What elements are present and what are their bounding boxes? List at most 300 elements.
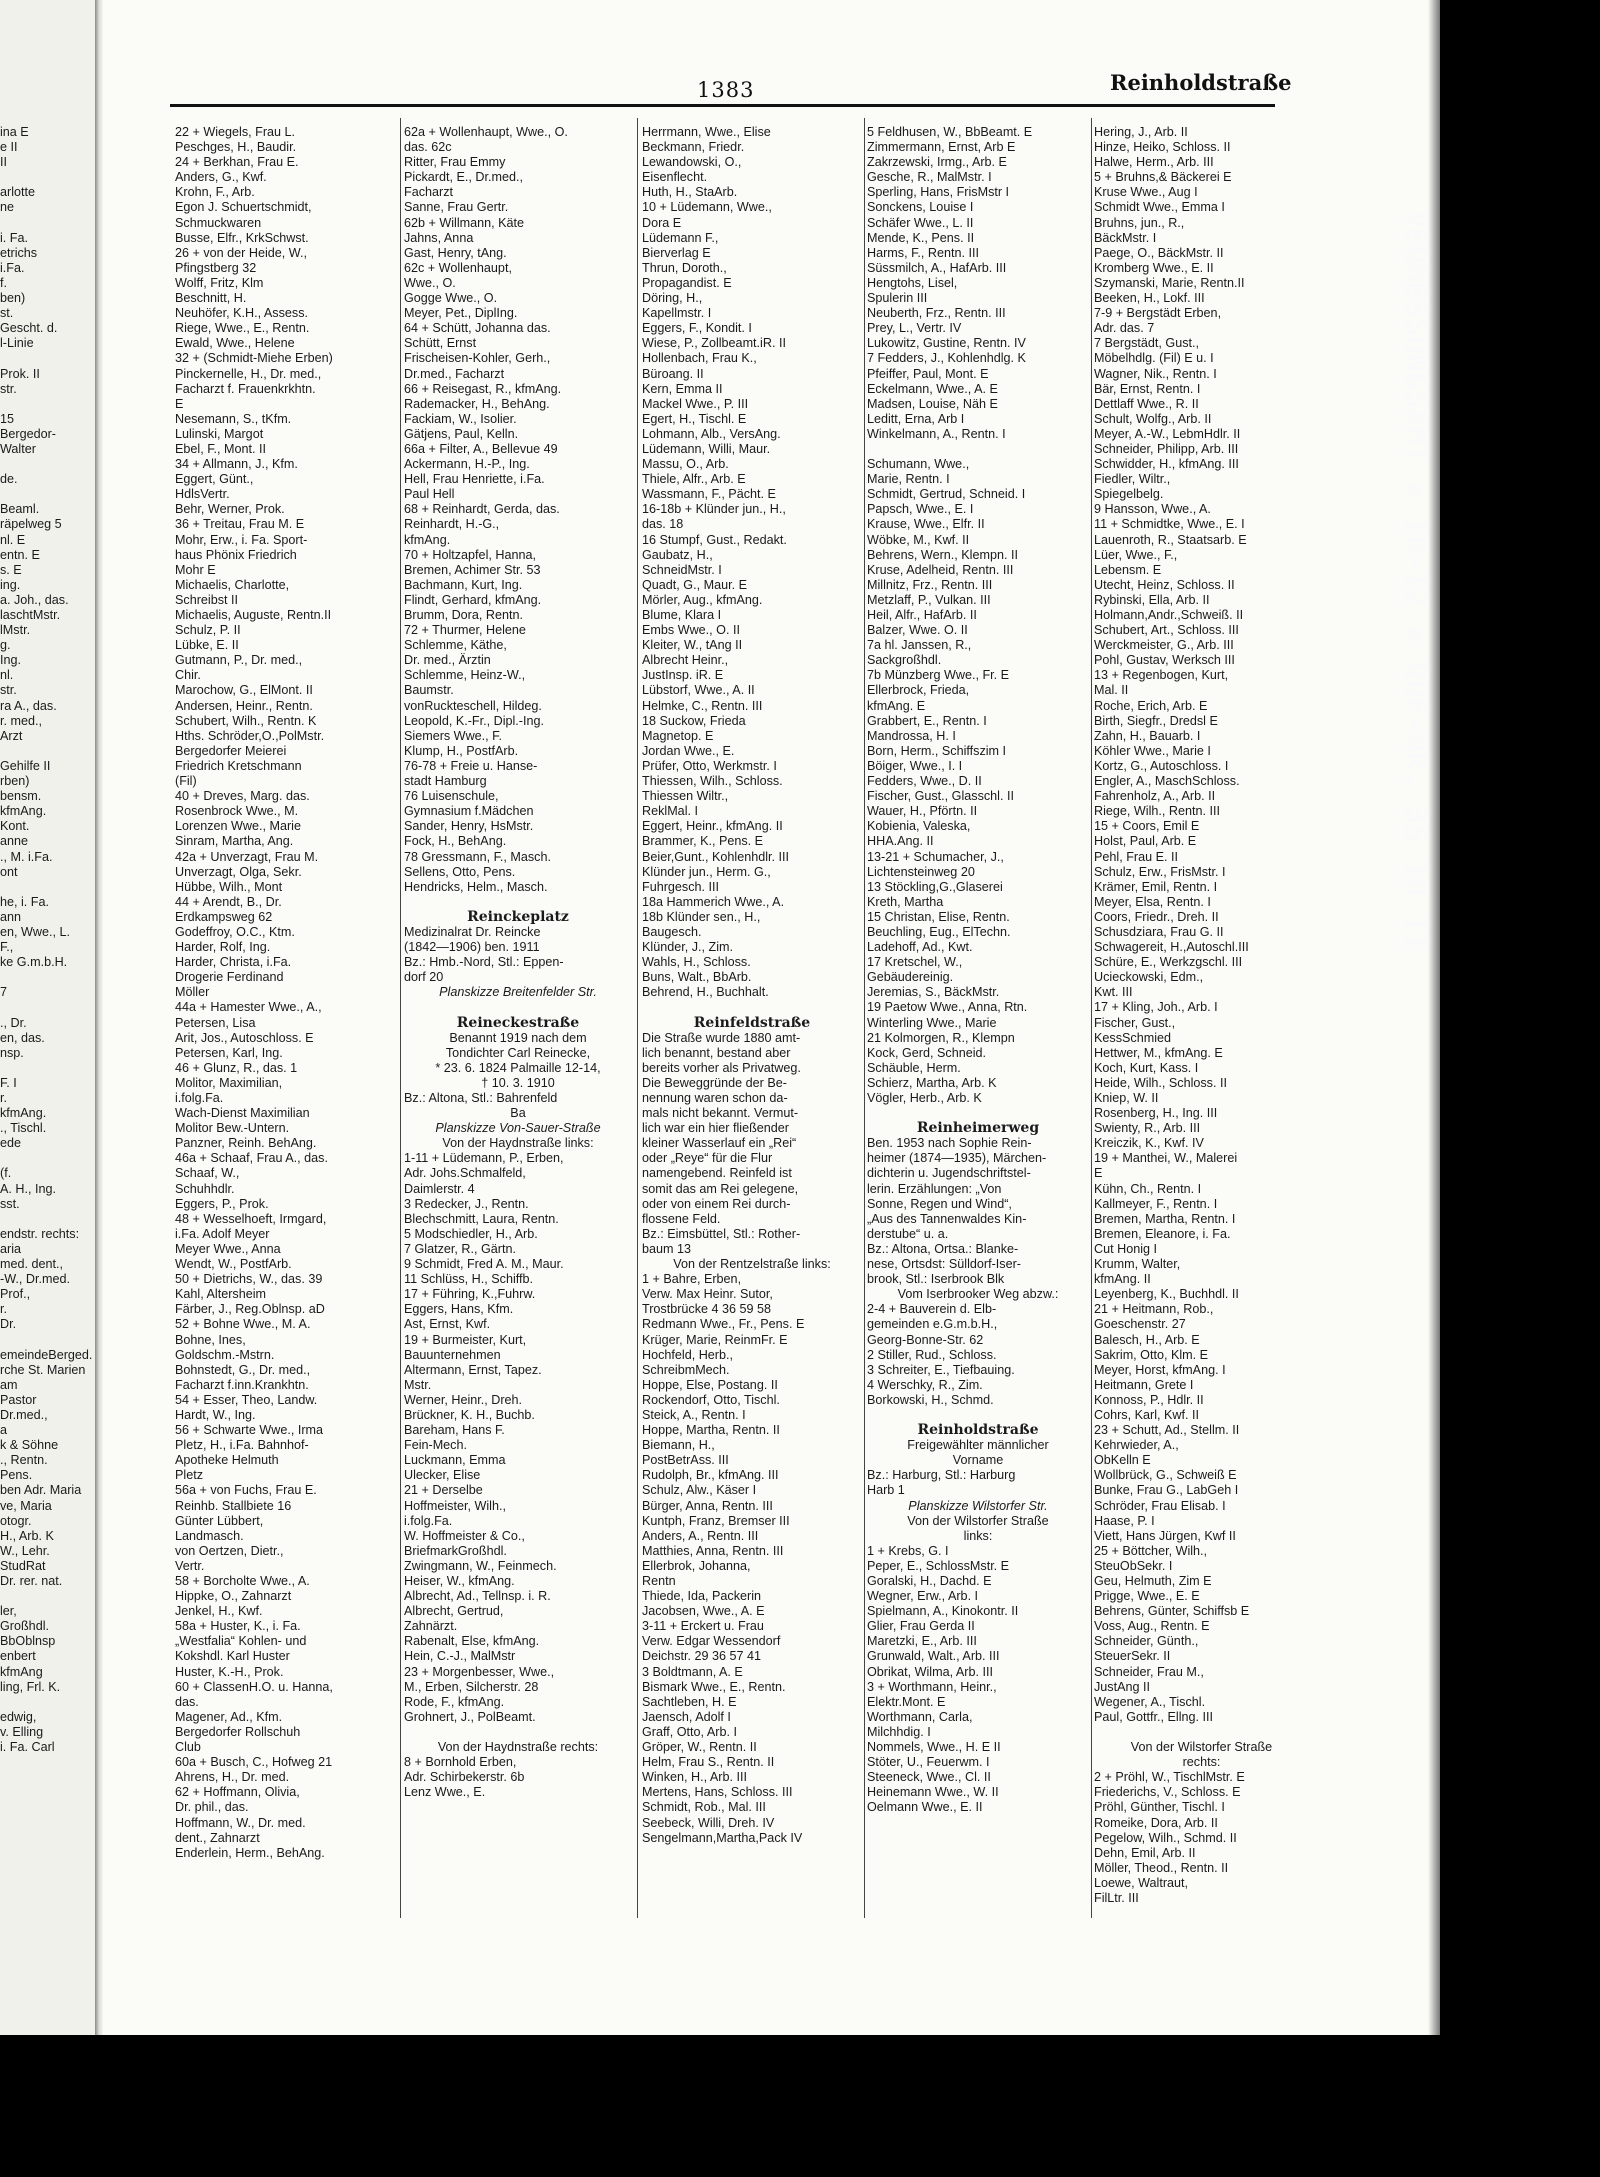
directory-entry: Herrmann, Wwe., Elise — [642, 125, 771, 139]
street-heading: Reinholdstraße — [917, 1422, 1039, 1439]
directory-entry: JustAng II — [1094, 1679, 1151, 1694]
directory-entry: Pegelow, Wilh., Schmd. II — [1094, 1830, 1237, 1845]
directory-entry: Kleiter, W., tAng II — [642, 638, 743, 653]
directory-entry: Lübstorf, Wwe., A. II — [642, 683, 755, 698]
directory-entry: Gutmann, P., Dr. med., — [175, 653, 303, 668]
directory-entry: Goeschenstr. 27 — [1094, 1317, 1186, 1332]
directory-entry: mals nicht bekannt. Vermut- — [642, 1106, 799, 1121]
directory-entry: 25 + Böttcher, Wilh., — [1094, 1543, 1208, 1558]
directory-entry: Lüdemann, Willi, Maur. — [642, 441, 771, 456]
directory-entry: Georg-Bonne-Str. 62 — [867, 1332, 984, 1347]
directory-entry: Pens. — [0, 1468, 33, 1483]
directory-entry: r. — [0, 1302, 7, 1317]
directory-entry: Meyer, Horst, kfmAng. I — [1094, 1362, 1226, 1377]
directory-entry: Wahls, H., Schloss. — [642, 955, 751, 970]
directory-entry: Landmasch. — [175, 1528, 244, 1543]
directory-entry: Fuhrgesch. III — [642, 879, 719, 894]
directory-entry: Grabbert, E., Rentn. I — [867, 713, 987, 728]
directory-entry: Koch, Kurt, Kass. I — [1094, 1060, 1199, 1075]
directory-entry: SteuObSekr. I — [1094, 1558, 1173, 1573]
directory-entry: Jahns, Anna — [404, 230, 474, 245]
directory-entry: Papsch, Wwe., E. I — [867, 502, 974, 517]
directory-entry: laschtMstr. — [0, 608, 61, 622]
directory-entry — [0, 1212, 92, 1227]
directory-entry: Blechschmitt, Laura, Rentn. — [404, 1211, 559, 1226]
directory-entry: Bierverlag E — [642, 245, 711, 260]
directory-entry: 34 + Allmann, J., Kfm. — [175, 457, 298, 472]
directory-entry: 4 Werschky, R., Zim. — [867, 1377, 983, 1392]
directory-entry: Mohr E — [175, 562, 216, 577]
directory-entry: l-Linie — [0, 336, 34, 351]
directory-entry — [404, 895, 632, 910]
directory-entry: Nommels, Wwe., H. E II — [867, 1740, 1001, 1755]
directory-entry: W. Hoffmeister & Co., — [404, 1528, 525, 1543]
directory-entry: 48 + Wesselhoeft, Irmgard, — [175, 1211, 327, 1226]
directory-entry: Winkelmann, A., Rentn. I — [867, 426, 1006, 441]
directory-entry: Gehilfe II — [0, 758, 51, 773]
directory-entry: Mstr. — [404, 1377, 432, 1392]
directory-entry: 11 Schlüss, H., Schiffb. — [404, 1272, 534, 1287]
directory-entry: Walter — [0, 441, 36, 456]
street-note: rechts: — [1182, 1755, 1221, 1770]
directory-entry: Böiger, Wwe., I. I — [867, 758, 963, 773]
directory-entry: Ben. 1953 nach Sophie Rein- — [867, 1136, 1032, 1151]
directory-entry: Oelmann Wwe., E. II — [867, 1800, 983, 1815]
directory-entry: etrichs — [0, 245, 38, 260]
directory-entry: Drogerie Ferdinand — [175, 970, 284, 985]
directory-entry: i.Fa. Adolf Meyer — [175, 1226, 270, 1241]
directory-entry: Gogge Wwe., O. — [404, 291, 498, 306]
directory-entry: Szymanski, Marie, Rentn.II — [1094, 275, 1245, 290]
directory-entry: Coors, Friedr., Dreh. II — [1094, 909, 1219, 924]
directory-entry: „Aus des Tannenwaldes Kin- — [867, 1211, 1027, 1226]
directory-entry: f. — [0, 275, 7, 290]
directory-entry: Schwidder, H., kfmAng. III — [1094, 457, 1239, 472]
directory-entry: Godeffroy, O.C., Ktm. — [175, 924, 295, 939]
directory-entry: nese, Ortsdst: Sülldorf-Iser- — [867, 1257, 1021, 1272]
directory-entry: Kwt. III — [1094, 985, 1133, 1000]
directory-entry: Sonckens, Louise I — [867, 200, 974, 215]
directory-entry: Ucieckowski, Edm., — [1094, 970, 1204, 985]
directory-entry: Fock, H., BehAng. — [404, 834, 507, 849]
directory-entry: Verw. Max Heinr. Sutor, — [642, 1287, 773, 1302]
directory-entry: Prüfer, Otto, Werkmstr. I — [642, 758, 777, 773]
directory-entry: Beeken, H., Lokf. III — [1094, 291, 1205, 306]
directory-entry: Sakrim, Otto, Klm. E — [1094, 1347, 1209, 1362]
directory-entry: Wauer, H., Pförtn. II — [867, 804, 978, 819]
directory-entry: 13-21 + Schumacher, J., — [867, 849, 1004, 864]
directory-entry: Birth, Siegfr., Dredsl E — [1094, 713, 1218, 728]
directory-entry: BbOblnsp — [0, 1634, 56, 1649]
directory-entry: 2 Stiller, Rud., Schloss. — [867, 1347, 997, 1362]
directory-entry: Schütt, Ernst — [404, 336, 477, 351]
directory-entry: ReklMal. I — [642, 804, 698, 819]
directory-entry: k & Söhne — [0, 1438, 59, 1453]
directory-entry: Worthmann, Carla, — [867, 1709, 973, 1724]
directory-entry: Kühn, Ch., Rentn. I — [1094, 1181, 1202, 1196]
directory-entry: Werckmeister, G., Arb. III — [1094, 638, 1234, 653]
directory-entry: 58 + Borcholte Wwe., A. — [175, 1574, 310, 1588]
street-note: Von der Rentzelstraße links: — [673, 1257, 831, 1272]
directory-entry: Dr.med., Facharzt — [404, 366, 505, 381]
directory-entry: Meyer Wwe., Anna — [175, 1241, 281, 1256]
directory-entry: 76-78 + Freie u. Hanse- — [404, 758, 538, 773]
directory-entry: Bauunternehmen — [404, 1347, 501, 1362]
directory-entry: Biemann, H., — [642, 1438, 715, 1453]
directory-entry: Grohnert, J., PolBeamt. — [404, 1709, 536, 1724]
directory-entry: Holst, Paul, Arb. E — [1094, 834, 1197, 849]
directory-entry: Friederichs, V., Schloss. E — [1094, 1785, 1241, 1800]
directory-entry: ., Dr. — [0, 1015, 27, 1030]
directory-entry: Kreiczik, K., Kwf. IV — [1094, 1136, 1204, 1151]
directory-entry: 7 Bergstädt, Gust., — [1094, 336, 1199, 351]
directory-entry: Sachtleben, H. E — [642, 1694, 737, 1709]
directory-entry: Molitor, Maximilian, — [175, 1075, 283, 1090]
directory-entry: ann — [0, 909, 22, 924]
directory-entry: Reinhardt, H.-G., — [404, 517, 500, 532]
directory-entry: Krumm, Walter, — [1094, 1257, 1181, 1272]
directory-entry: Marie, Rentn. I — [867, 472, 950, 487]
directory-entry: a — [0, 1423, 8, 1438]
directory-entry: Eggers, F., Kondit. I — [642, 321, 752, 336]
directory-entry — [404, 1725, 632, 1740]
directory-entry: haus Phönix Friedrich — [175, 547, 297, 562]
directory-entry: 26 + von der Heide, W., — [175, 245, 307, 260]
directory-entry: BäckMstr. I — [1094, 230, 1157, 245]
directory-entry: Schneider, Günth., — [1094, 1634, 1199, 1649]
directory-entry: nl. — [0, 668, 14, 683]
directory-entry: F. I — [0, 1075, 17, 1090]
directory-entry: Schaaf, W., — [175, 1166, 240, 1181]
directory-entry: Pohl, Gustav, Werksch III — [1094, 653, 1235, 668]
directory-entry: entn. E — [0, 547, 40, 562]
directory-entry: 62b + Willmann, Käte — [404, 215, 525, 230]
directory-entry: Wiese, P., Zollbeamt.iR. II — [642, 336, 786, 351]
street-heading: Reinckeplatz — [467, 908, 569, 925]
directory-entry: W., Lehr. — [0, 1543, 50, 1558]
directory-entry: Voss, Aug., Rentn. E — [1094, 1619, 1210, 1634]
directory-entry: emeindeBerged. — [0, 1347, 93, 1362]
directory-entry: 15 Christan, Elise, Rentn. — [867, 909, 1010, 924]
directory-entry: Thiele, Alfr., Arb. E — [642, 472, 746, 487]
directory-entry: dent., Zahnarzt — [175, 1830, 260, 1845]
directory-entry: bereits vorher als Privatweg. — [642, 1060, 801, 1075]
directory-entry — [0, 880, 92, 895]
directory-entry: Anders, A., Rentn. III — [642, 1528, 759, 1543]
directory-entry: Mandrossa, H. I — [867, 728, 956, 743]
directory-entry: Dehn, Emil, Arb. II — [1094, 1845, 1196, 1860]
directory-entry: Schmuckwaren — [175, 215, 262, 230]
directory-entry: Hoppe, Else, Postang. II — [642, 1377, 778, 1392]
directory-entry: Dr.med., — [0, 1407, 48, 1422]
directory-entry: Lewandowski, O., — [642, 155, 742, 170]
directory-entry: 21 Kolmorgen, R., Klempn — [867, 1030, 1015, 1045]
directory-entry: Buns, Walt., BbArb. — [642, 970, 752, 985]
directory-entry: Bergedor- — [0, 426, 57, 441]
directory-entry — [1094, 1725, 1309, 1740]
street-note: † 10. 3. 1910 — [481, 1075, 555, 1090]
directory-entry: somit das am Rei gelegene, — [642, 1181, 799, 1196]
directory-entry: Prof., — [0, 1287, 31, 1302]
directory-entry: Peper, E., SchlossMstr. E — [867, 1558, 1010, 1573]
directory-entry: Gesche, R., MalMstr. I — [867, 170, 992, 185]
directory-entry: Gätjens, Paul, Kelln. — [404, 426, 519, 441]
directory-entry: PostBetrAss. III — [642, 1453, 729, 1468]
directory-entry: Adr. Schirbekerstr. 6b — [404, 1770, 525, 1785]
directory-entry: 5 + Bruhns,& Bäckerei E — [1094, 170, 1232, 185]
directory-entry: Fedders, Wwe., D. II — [867, 774, 982, 789]
directory-entry: 2-4 + Bauverein d. Elb- — [867, 1302, 997, 1317]
directory-entry — [0, 970, 92, 985]
directory-entry: Schubert, Art., Schloss. III — [1094, 623, 1239, 638]
directory-entry: Bremen, Achimer Str. 53 — [404, 562, 541, 577]
directory-entry: Frischeisen-Kohler, Gerh., — [404, 351, 551, 366]
directory-entry: Meyer, A.-W., LebmHdlr. II — [1094, 426, 1241, 441]
directory-entry: Prigge, Wwe., E. E — [1094, 1589, 1200, 1604]
directory-entry: Hoppe, Martha, Rentn. II — [642, 1423, 780, 1438]
directory-entry: Millnitz, Frz., Rentn. III — [867, 577, 993, 592]
directory-entry: SteuerSekr. II — [1094, 1649, 1171, 1664]
directory-entry: brook, Stl.: Iserbrook Blk — [867, 1272, 1005, 1287]
directory-entry: Bohne, Ines, — [175, 1332, 246, 1347]
directory-entry: II — [0, 155, 7, 170]
directory-entry: Heinemann Wwe., W. II — [867, 1785, 999, 1800]
directory-entry: Prok. II — [0, 366, 40, 381]
directory-entry: Wegner, Erw., Arb. I — [867, 1589, 979, 1604]
directory-entry: Metzlaff, P., Vulkan. III — [867, 592, 991, 607]
directory-entry: vonRuckteschell, Hildeg. — [404, 698, 542, 713]
directory-entry: Schreibst II — [175, 592, 238, 607]
directory-entry: Neuhöfer, K.H., Assess. — [175, 306, 308, 321]
directory-entry: Eggers, P., Prok. — [175, 1196, 269, 1211]
directory-entry: 56a + von Fuchs, Frau E. — [175, 1483, 317, 1498]
directory-entry: Dr. rer. nat. — [0, 1574, 63, 1588]
directory-entry: 3 + Worthmann, Heinr., — [867, 1679, 997, 1694]
directory-entry: Balesch, H., Arb. E — [1094, 1332, 1200, 1347]
directory-entry: Obrikat, Wilma, Arb. III — [867, 1664, 993, 1679]
directory-entry: 7 Glatzer, R., Gärtn. — [404, 1241, 516, 1256]
directory-entry: 54 + Esser, Theo, Landw. — [175, 1392, 318, 1407]
directory-entry: räpelweg 5 — [0, 517, 62, 532]
directory-entry: Massu, O., Arb. — [642, 457, 729, 472]
directory-entry: Sengelmann,Martha,Pack IV — [642, 1830, 803, 1845]
directory-entry: Magnetop. E — [642, 728, 714, 743]
directory-entry: 9 Schmidt, Fred A. M., Maur. — [404, 1257, 564, 1272]
directory-entry: ., Tischl. — [0, 1121, 47, 1136]
directory-entry: 8 + Bornhold Erben, — [404, 1755, 517, 1770]
directory-entry: Gebäudereinig. — [867, 970, 954, 985]
directory-entry: Hoffmeister, Wilh., — [404, 1498, 506, 1513]
directory-entry: Viett, Hans Jürgen, Kwf II — [1094, 1528, 1236, 1543]
directory-entry: Facharzt — [404, 185, 453, 200]
directory-entry: Matthies, Anna, Rentn. III — [642, 1543, 784, 1558]
directory-entry: Hths. Schröder,O.,PolMstr. — [175, 728, 325, 743]
directory-entry: lMstr. — [0, 623, 31, 638]
directory-entry: Beuchling, Eug., ElTechn. — [867, 924, 1011, 939]
map-reference: Planskizze Von-Sauer-Straße — [435, 1121, 601, 1136]
directory-entry: Krohn, F., Arb. — [175, 185, 255, 200]
directory-entry: 22 + Wiegels, Frau L. — [175, 125, 296, 139]
directory-entry: Lichtensteinweg 20 — [867, 864, 975, 879]
directory-entry: Fahrenholz, A., Arb. II — [1094, 789, 1216, 804]
directory-entry: Bär, Ernst, Rentn. I — [1094, 381, 1201, 396]
directory-entry: Thrun, Doroth., — [642, 260, 727, 275]
directory-entry: Die Straße wurde 1880 amt- — [642, 1030, 801, 1045]
directory-entry: enbert — [0, 1649, 36, 1664]
directory-entry: Heil, Alfr., HafArb. II — [867, 608, 977, 622]
directory-entry: nl. E — [0, 532, 26, 547]
directory-entry: Günter Lübbert, — [175, 1513, 264, 1528]
directory-entry: Kobienia, Valeska, — [867, 819, 971, 834]
directory-entry: Albrecht, Ad., Tellnsp. i. R. — [404, 1589, 551, 1604]
directory-entry: Roche, Erich, Arb. E — [1094, 698, 1208, 713]
directory-entry: Molitor Bew.-Untern. — [175, 1121, 290, 1136]
directory-entry: Eggers, Hans, Kfm. — [404, 1302, 514, 1317]
directory-entry: Vertr. — [175, 1558, 205, 1573]
directory-entry: Andersen, Heinr., Rentn. — [175, 698, 313, 713]
directory-entry: Rode, F., kfmAng. — [404, 1694, 505, 1709]
directory-entry: Arit, Jos., Autoschloss. E — [175, 1030, 314, 1045]
directory-entry — [0, 1061, 92, 1076]
directory-entry — [0, 1000, 92, 1015]
directory-entry: 17 + Führing, K.,Fuhrw. — [404, 1287, 536, 1302]
directory-entry: Spielmann, A., Kinokontr. II — [867, 1604, 1019, 1619]
directory-entry: Kahl, Altersheim — [175, 1287, 266, 1302]
directory-entry: Peschges, H., Baudir. — [175, 140, 297, 155]
directory-entry: Haase, P. I — [1094, 1513, 1155, 1528]
directory-entry: Hengtohs, Lisel, — [867, 275, 958, 290]
column-divider — [864, 118, 865, 1918]
directory-entry: -W., Dr.med. — [0, 1272, 70, 1287]
directory-entry: Sonne, Regen und Wind“, — [867, 1196, 1012, 1211]
directory-entry: Born, Herm., Schiffszim I — [867, 743, 1007, 758]
directory-entry: i.Fa. — [0, 260, 25, 275]
directory-entry: heimer (1874—1935), Märchen- — [867, 1151, 1047, 1166]
directory-entry: Schmidt Wwe., Emma I — [1094, 200, 1225, 215]
directory-entry: Harder, Christa, i.Fa. — [175, 955, 292, 970]
directory-entry: Lübke, E. II — [175, 638, 239, 653]
directory-entry: Konnoss, P., Hdlr. II — [1094, 1392, 1204, 1407]
directory-entry: r. — [0, 1091, 7, 1105]
directory-entry: 62c + Wollenhaupt, — [404, 260, 512, 275]
directory-entry: Seebeck, Willi, Dreh. IV — [642, 1815, 775, 1830]
directory-entry: Jacobsen, Wwe., A. E — [642, 1604, 765, 1619]
directory-entry: Paul Hell — [404, 487, 455, 502]
directory-entry: 76 Luisenschule, — [404, 789, 499, 804]
directory-entry: Steeneck, Wwe., Cl. II — [867, 1770, 991, 1785]
directory-entry: Petersen, Karl, Ing. — [175, 1045, 283, 1060]
street-note: Vorname — [952, 1453, 1004, 1468]
directory-entry: E — [1094, 1166, 1103, 1181]
directory-entry: ede — [0, 1136, 22, 1151]
directory-entry: kfmAng. II — [1094, 1272, 1151, 1287]
directory-entry: Verw. Edgar Wessendorf — [642, 1634, 781, 1649]
directory-entry — [867, 442, 1089, 457]
directory-entry: Mohr, Erw., i. Fa. Sport- — [175, 532, 308, 547]
directory-entry: Eckelmann, Wwe., A. E — [867, 381, 998, 396]
directory-entry: 3 Boldtmann, A. E — [642, 1664, 743, 1679]
directory-entry: Winterling Wwe., Marie — [867, 1015, 997, 1030]
scan-background-bottom — [0, 2035, 1600, 2177]
directory-entry: Utecht, Heinz, Schloss. II — [1094, 577, 1235, 592]
directory-entry: Rosenberg, H., Ing. III — [1094, 1106, 1218, 1121]
directory-entry: Lebensm. E — [1094, 562, 1162, 577]
directory-entry: 42a + Unverzagt, Frau M. — [175, 849, 319, 864]
directory-entry: Propagandist. E — [642, 275, 732, 290]
directory-entry: Geu, Helmuth, Zim E — [1094, 1574, 1212, 1588]
directory-entry: derstube“ u. a. — [867, 1226, 949, 1241]
directory-entry: Fischer, Gust., — [1094, 1015, 1176, 1030]
directory-entry: Eggert, Heinr., kfmAng. II — [642, 819, 783, 834]
directory-entry: str. — [0, 381, 17, 396]
directory-entry: Kern, Emma II — [642, 381, 723, 396]
directory-entry: Bergedorfer Rollschuh — [175, 1724, 301, 1739]
directory-entry: Ellerbrok, Johanna, — [642, 1558, 751, 1573]
directory-entry: (1842—1906) ben. 1911 — [404, 940, 540, 955]
directory-entry: Wendt, W., PostfArb. — [175, 1257, 292, 1272]
directory-entry: Klünder jun., Herm. G., — [642, 864, 771, 879]
column-2 — [404, 125, 632, 1800]
column-3 — [642, 125, 862, 1846]
directory-entry: Maretzki, E., Arb. III — [867, 1634, 977, 1649]
directory-entry: 32 + (Schmidt-Miehe Erben) — [175, 351, 333, 366]
directory-entry: 23 + Morgenbesser, Wwe., — [404, 1664, 555, 1679]
directory-entry: Kokshdl. Karl Huster — [175, 1649, 290, 1664]
directory-entry: str. — [0, 683, 17, 698]
directory-entry: KessSchmied — [1094, 1030, 1171, 1045]
directory-entry: Wwe., O. — [404, 275, 456, 290]
directory-entry: Pfeiffer, Paul, Mont. E — [867, 366, 989, 381]
directory-entry: stadt Hamburg — [404, 774, 487, 789]
directory-entry: Rudolph, Br., kfmAng. III — [642, 1468, 779, 1483]
directory-entry: Balzer, Wwe. O. II — [867, 623, 968, 638]
directory-entry: Dettlaff Wwe., R. II — [1094, 396, 1199, 411]
directory-entry: Trostbrücke 4 36 59 58 — [642, 1302, 772, 1317]
directory-entry: Die Beweggründe der Be- — [642, 1075, 787, 1090]
directory-entry: 3 Redecker, J., Rentn. — [404, 1196, 529, 1211]
directory-entry: Petersen, Lisa — [175, 1015, 256, 1030]
directory-entry: Jordan Wwe., E. — [642, 743, 735, 758]
directory-entry: Beschnitt, H. — [175, 291, 247, 306]
directory-entry: Pröhl, Günther, Tischl. I — [1094, 1800, 1225, 1815]
column-1 — [175, 125, 397, 1861]
directory-entry: Daimlerstr. 4 — [404, 1181, 475, 1196]
directory-entry: 46a + Schaaf, Frau A., das. — [175, 1151, 328, 1166]
directory-entry: Deichstr. 29 36 57 41 — [642, 1649, 762, 1664]
directory-entry: aria — [0, 1241, 21, 1256]
directory-entry: Baugesch. — [642, 924, 702, 939]
directory-entry: Riege, Wilh., Rentn. III — [1094, 804, 1220, 819]
directory-entry: Kont. — [0, 819, 30, 834]
directory-entry: Gymnasium f.Mädchen — [404, 804, 534, 819]
directory-entry: 44a + Hamester Wwe., A., — [175, 1000, 322, 1015]
directory-entry: Goralski, H., Dachd. E — [867, 1574, 992, 1588]
directory-entry: ke G.m.b.H. — [0, 955, 68, 970]
directory-entry: otogr. — [0, 1513, 32, 1528]
directory-entry: 1-11 + Lüdemann, P., Erben, — [404, 1151, 564, 1166]
directory-entry: Rybinski, Ella, Arb. II — [1094, 592, 1210, 607]
directory-entry: (Fil) — [175, 774, 197, 789]
directory-entry: en, Wwe., L. — [0, 924, 70, 939]
directory-entry: Paege, O., BäckMstr. II — [1094, 245, 1224, 260]
directory-entry: Elektr.Mont. E — [867, 1694, 946, 1709]
directory-entry: Hein, C.-J., MalMstr — [404, 1649, 516, 1664]
directory-entry: 62 + Hoffmann, Olivia, — [175, 1785, 300, 1800]
directory-entry: Pastor — [0, 1392, 37, 1407]
directory-entry: 70 + Holtzapfel, Hanna, — [404, 547, 536, 562]
directory-entry: BriefmarkGroßhdl. — [404, 1543, 507, 1558]
directory-entry: ina E — [0, 125, 29, 139]
